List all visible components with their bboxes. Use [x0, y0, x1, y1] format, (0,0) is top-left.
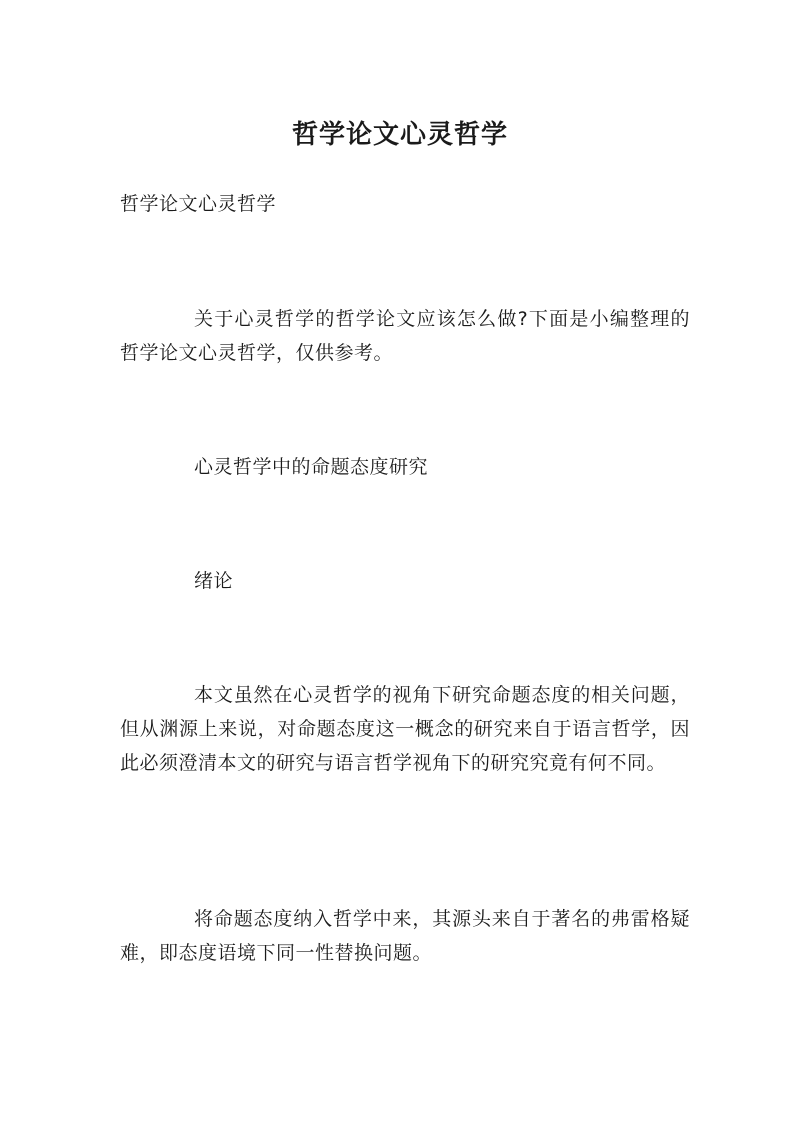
body-paragraph: 本文虽然在心灵哲学的视角下研究命题态度的相关问题，但从渊源上来说，对命题态度这一概念的研究来自于语言哲学，因此必须澄清本文的研究与语言哲学视角下的研究究竟有何不同。 [120, 684, 690, 774]
body-paragraph: 将命题态度纳入哲学中来，其源头来自于著名的弗雷格疑难，即态度语境下同一性替换问题。 [120, 908, 690, 964]
document-title: 哲学论文心灵哲学 [291, 120, 508, 151]
paper-title: 心灵哲学中的命题态度研究 [194, 456, 429, 478]
document-subtitle: 哲学论文心灵哲学 [120, 193, 277, 215]
intro-paragraph: 关于心灵哲学的哲学论文应该怎么做?下面是小编整理的哲学论文心灵哲学，仅供参考。 [120, 308, 690, 364]
section-heading: 绪论 [194, 570, 234, 592]
